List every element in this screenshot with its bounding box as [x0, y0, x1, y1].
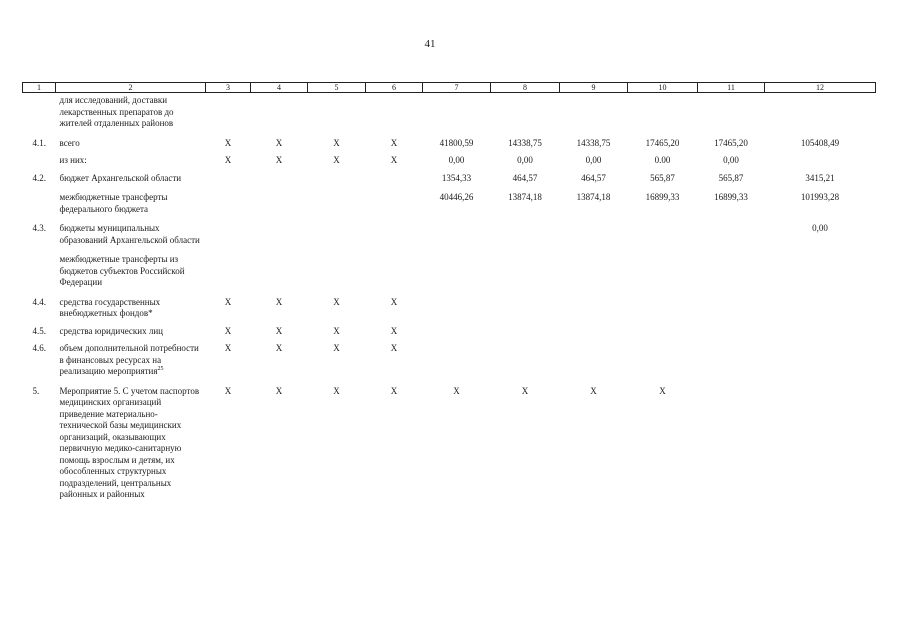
column-header: 12 — [765, 83, 876, 93]
value-cell — [491, 130, 560, 150]
value-cell — [308, 246, 366, 289]
value-cell — [251, 130, 308, 150]
value-cell — [765, 93, 876, 130]
value-cell — [251, 289, 308, 320]
cell-text: X — [275, 325, 283, 336]
value-cell — [765, 149, 876, 167]
cell-text: X — [659, 385, 666, 396]
column-header: 6 — [366, 83, 423, 93]
cell-text: 0,00 — [517, 155, 533, 165]
value-cell — [560, 289, 628, 320]
table-row — [23, 167, 876, 185]
row-description: всего — [59, 137, 80, 148]
cell-text: 40446,26 — [439, 192, 474, 202]
value-cell — [491, 320, 560, 338]
value-cell — [698, 289, 765, 320]
column-header: 4 — [251, 83, 308, 93]
value-cell — [206, 149, 251, 167]
value-cell — [698, 378, 765, 501]
value-cell — [560, 130, 628, 150]
value-cell — [308, 184, 366, 215]
cell-text: 464,57 — [512, 172, 538, 183]
row-description: средства государственных внебюджетных фондов* — [59, 296, 161, 318]
cell-text: 4.6. — [32, 343, 46, 353]
cell-text: 464,57 — [581, 172, 606, 183]
cell-text: X — [224, 155, 232, 165]
value-cell — [423, 320, 491, 338]
cell-text: X — [390, 296, 398, 307]
column-header: 3 — [206, 83, 251, 93]
value-cell — [251, 167, 308, 185]
value-cell — [423, 184, 491, 215]
value-cell — [628, 215, 698, 246]
column-header: 11 — [698, 83, 765, 93]
table-row — [23, 246, 876, 289]
value-cell — [560, 246, 628, 289]
cell-text: 101993,28 — [800, 192, 840, 202]
cell-text: 4.5. — [32, 325, 46, 336]
table-row — [23, 320, 876, 338]
value-cell — [251, 149, 308, 167]
value-cell — [628, 246, 698, 289]
value-cell — [423, 149, 491, 167]
value-cell — [491, 215, 560, 246]
value-cell — [308, 320, 366, 338]
value-cell — [251, 378, 308, 501]
value-cell — [491, 246, 560, 289]
cell-text: 16899,33 — [645, 192, 680, 202]
cell-text: X — [333, 137, 340, 148]
cell-text: X — [390, 137, 398, 148]
row-description-cell — [56, 320, 206, 338]
cell-text: X — [390, 325, 398, 336]
table-row — [23, 215, 876, 246]
value-cell — [308, 289, 366, 320]
row-number-cell — [23, 337, 56, 378]
value-cell — [366, 130, 423, 150]
value-cell — [206, 289, 251, 320]
cell-text: 5. — [32, 385, 40, 396]
value-cell — [251, 320, 308, 338]
cell-text: X — [590, 385, 597, 396]
value-cell — [560, 378, 628, 501]
cell-text: 0,00 — [448, 155, 465, 165]
value-cell — [765, 246, 876, 289]
value-cell — [698, 215, 765, 246]
cell-text: 16899,33 — [714, 192, 748, 202]
cell-text: 0,00 — [812, 223, 828, 233]
value-cell — [206, 337, 251, 378]
value-cell — [308, 337, 366, 378]
value-cell — [423, 337, 491, 378]
value-cell — [206, 320, 251, 338]
value-cell — [251, 184, 308, 215]
value-cell — [206, 184, 251, 215]
value-cell — [628, 184, 698, 215]
cell-text: 0.00 — [654, 155, 671, 165]
row-description-cell — [56, 289, 206, 320]
value-cell — [765, 184, 876, 215]
cell-text: 4.2. — [32, 172, 46, 183]
row-description: объем дополнительной потребности в финансовых ресурсах на реализацию мероприятия — [59, 343, 199, 376]
value-cell — [698, 149, 765, 167]
value-cell — [206, 167, 251, 185]
value-cell — [423, 130, 491, 150]
cell-text: X — [224, 325, 232, 336]
value-cell — [423, 215, 491, 246]
cell-text: X — [390, 385, 398, 396]
cell-text: X — [275, 343, 283, 353]
value-cell — [366, 93, 423, 130]
cell-text: X — [275, 155, 283, 165]
value-cell — [423, 289, 491, 320]
column-header: 1 — [23, 83, 56, 93]
value-cell — [765, 289, 876, 320]
cell-text: X — [275, 296, 283, 307]
cell-text: X — [333, 296, 340, 307]
value-cell — [366, 149, 423, 167]
value-cell — [366, 289, 423, 320]
value-cell — [628, 93, 698, 130]
value-cell — [560, 93, 628, 130]
row-description: межбюджетные трансферты федерального бюджета — [59, 192, 168, 214]
column-header: 8 — [491, 83, 560, 93]
value-cell — [308, 215, 366, 246]
cell-text: 41800,59 — [439, 137, 474, 148]
value-cell — [560, 149, 628, 167]
value-cell — [423, 378, 491, 501]
row-description-cell — [56, 215, 206, 246]
cell-text: X — [333, 343, 340, 353]
value-cell — [765, 320, 876, 338]
value-cell — [206, 130, 251, 150]
column-header: 7 — [423, 83, 491, 93]
cell-text: 1354,33 — [441, 172, 472, 183]
value-cell — [765, 337, 876, 378]
value-cell — [491, 149, 560, 167]
value-cell — [698, 320, 765, 338]
value-cell — [491, 93, 560, 130]
value-cell — [698, 337, 765, 378]
value-cell — [628, 337, 698, 378]
value-cell — [491, 289, 560, 320]
row-number-cell — [23, 93, 56, 130]
row-description: из них: — [59, 155, 87, 165]
value-cell — [560, 320, 628, 338]
cell-text: X — [333, 155, 340, 165]
footnote-marker: 25 — [157, 366, 164, 372]
cell-text: 105408,49 — [800, 137, 840, 148]
value-cell — [698, 93, 765, 130]
table-row — [23, 184, 876, 215]
row-description-cell — [56, 378, 206, 501]
row-description-cell — [56, 130, 206, 150]
row-number-cell — [23, 378, 56, 501]
cell-text: X — [275, 137, 283, 148]
value-cell — [308, 93, 366, 130]
row-number-cell — [23, 289, 56, 320]
value-cell — [423, 93, 491, 130]
value-cell — [308, 130, 366, 150]
row-number-cell — [23, 167, 56, 185]
column-number-header — [23, 83, 876, 93]
table-row — [23, 337, 876, 378]
table-row — [23, 149, 876, 167]
cell-text: 565,87 — [718, 172, 744, 183]
cell-text: X — [521, 385, 529, 396]
value-cell — [698, 130, 765, 150]
column-header: 2 — [56, 83, 206, 93]
row-description: бюджеты муниципальных образований Архангельской области — [59, 223, 200, 245]
value-cell — [366, 378, 423, 501]
cell-text: X — [390, 155, 398, 165]
value-cell — [560, 215, 628, 246]
value-cell — [366, 320, 423, 338]
cell-text: X — [224, 343, 232, 353]
value-cell — [628, 149, 698, 167]
value-cell — [206, 93, 251, 130]
row-description-cell — [56, 93, 206, 130]
value-cell — [560, 184, 628, 215]
row-description: межбюджетные трансферты из бюджетов субъектов Российской Федерации — [59, 254, 185, 287]
financing-table — [22, 82, 876, 501]
cell-text: 13874,18 — [576, 192, 611, 202]
cell-text: 14338,75 — [576, 137, 611, 148]
table-row — [23, 93, 876, 130]
value-cell — [628, 130, 698, 150]
row-description-cell — [56, 167, 206, 185]
cell-text: X — [224, 385, 232, 396]
value-cell — [366, 184, 423, 215]
row-number-cell — [23, 246, 56, 289]
row-description-cell — [56, 246, 206, 289]
cell-text: 0,00 — [723, 155, 739, 165]
table-row — [23, 130, 876, 150]
table-row — [23, 289, 876, 320]
row-description-cell — [56, 337, 206, 378]
table-row — [23, 378, 876, 501]
value-cell — [491, 337, 560, 378]
value-cell — [491, 167, 560, 185]
value-cell — [765, 167, 876, 185]
value-cell — [698, 246, 765, 289]
value-cell — [366, 246, 423, 289]
cell-text: X — [224, 296, 232, 307]
column-header: 9 — [560, 83, 628, 93]
value-cell — [765, 215, 876, 246]
row-number-cell — [23, 149, 56, 167]
value-cell — [366, 167, 423, 185]
row-description: Мероприятие 5. С учетом паспортов медицинских организаций приведение материально-технической базы медицинских организаций, оказывающих первичную медико-санитарную помощь взрослым и детям, их обособленных структурных подразделений, центральных районных и районных — [59, 385, 200, 499]
cell-text: 17465,20 — [645, 137, 680, 148]
value-cell — [206, 215, 251, 246]
value-cell — [560, 337, 628, 378]
value-cell — [366, 215, 423, 246]
value-cell — [308, 167, 366, 185]
cell-text: 565,87 — [650, 172, 675, 183]
value-cell — [628, 320, 698, 338]
row-description-cell — [56, 184, 206, 215]
row-number-cell — [23, 320, 56, 338]
cell-text: 3415,21 — [805, 172, 835, 183]
row-number-cell — [23, 215, 56, 246]
value-cell — [560, 167, 628, 185]
value-cell — [765, 378, 876, 501]
cell-text: 0,00 — [585, 155, 602, 165]
cell-text: 14338,75 — [508, 137, 542, 148]
cell-text: X — [333, 325, 340, 336]
value-cell — [491, 184, 560, 215]
value-cell — [628, 167, 698, 185]
value-cell — [628, 378, 698, 501]
column-header: 5 — [308, 83, 366, 93]
value-cell — [206, 378, 251, 501]
value-cell — [206, 246, 251, 289]
cell-text: 4.3. — [32, 223, 46, 233]
value-cell — [308, 378, 366, 501]
cell-text: X — [275, 385, 283, 396]
row-description: бюджет Архангельской области — [59, 172, 182, 183]
value-cell — [251, 93, 308, 130]
cell-text: 13874,18 — [508, 192, 542, 202]
row-description: средства юридических лиц — [59, 325, 163, 336]
value-cell — [251, 246, 308, 289]
column-header: 10 — [628, 83, 698, 93]
value-cell — [251, 337, 308, 378]
cell-text: 4.1. — [32, 137, 46, 148]
value-cell — [251, 215, 308, 246]
value-cell — [765, 130, 876, 150]
value-cell — [308, 149, 366, 167]
row-description: для исследований, доставки лекарственных препаратов до жителей отдаленных районов — [59, 95, 174, 128]
value-cell — [423, 246, 491, 289]
value-cell — [423, 167, 491, 185]
cell-text: X — [224, 137, 232, 148]
value-cell — [628, 289, 698, 320]
value-cell — [366, 337, 423, 378]
row-number-cell — [23, 184, 56, 215]
cell-text: X — [453, 385, 460, 396]
cell-text: X — [390, 343, 398, 353]
row-description-cell — [56, 149, 206, 167]
value-cell — [698, 167, 765, 185]
cell-text: 4.4. — [32, 296, 46, 307]
cell-text: X — [333, 385, 340, 396]
value-cell — [491, 378, 560, 501]
cell-text: 17465,20 — [714, 137, 748, 148]
value-cell — [698, 184, 765, 215]
row-number-cell — [23, 130, 56, 150]
page-number: 41 — [424, 38, 436, 50]
